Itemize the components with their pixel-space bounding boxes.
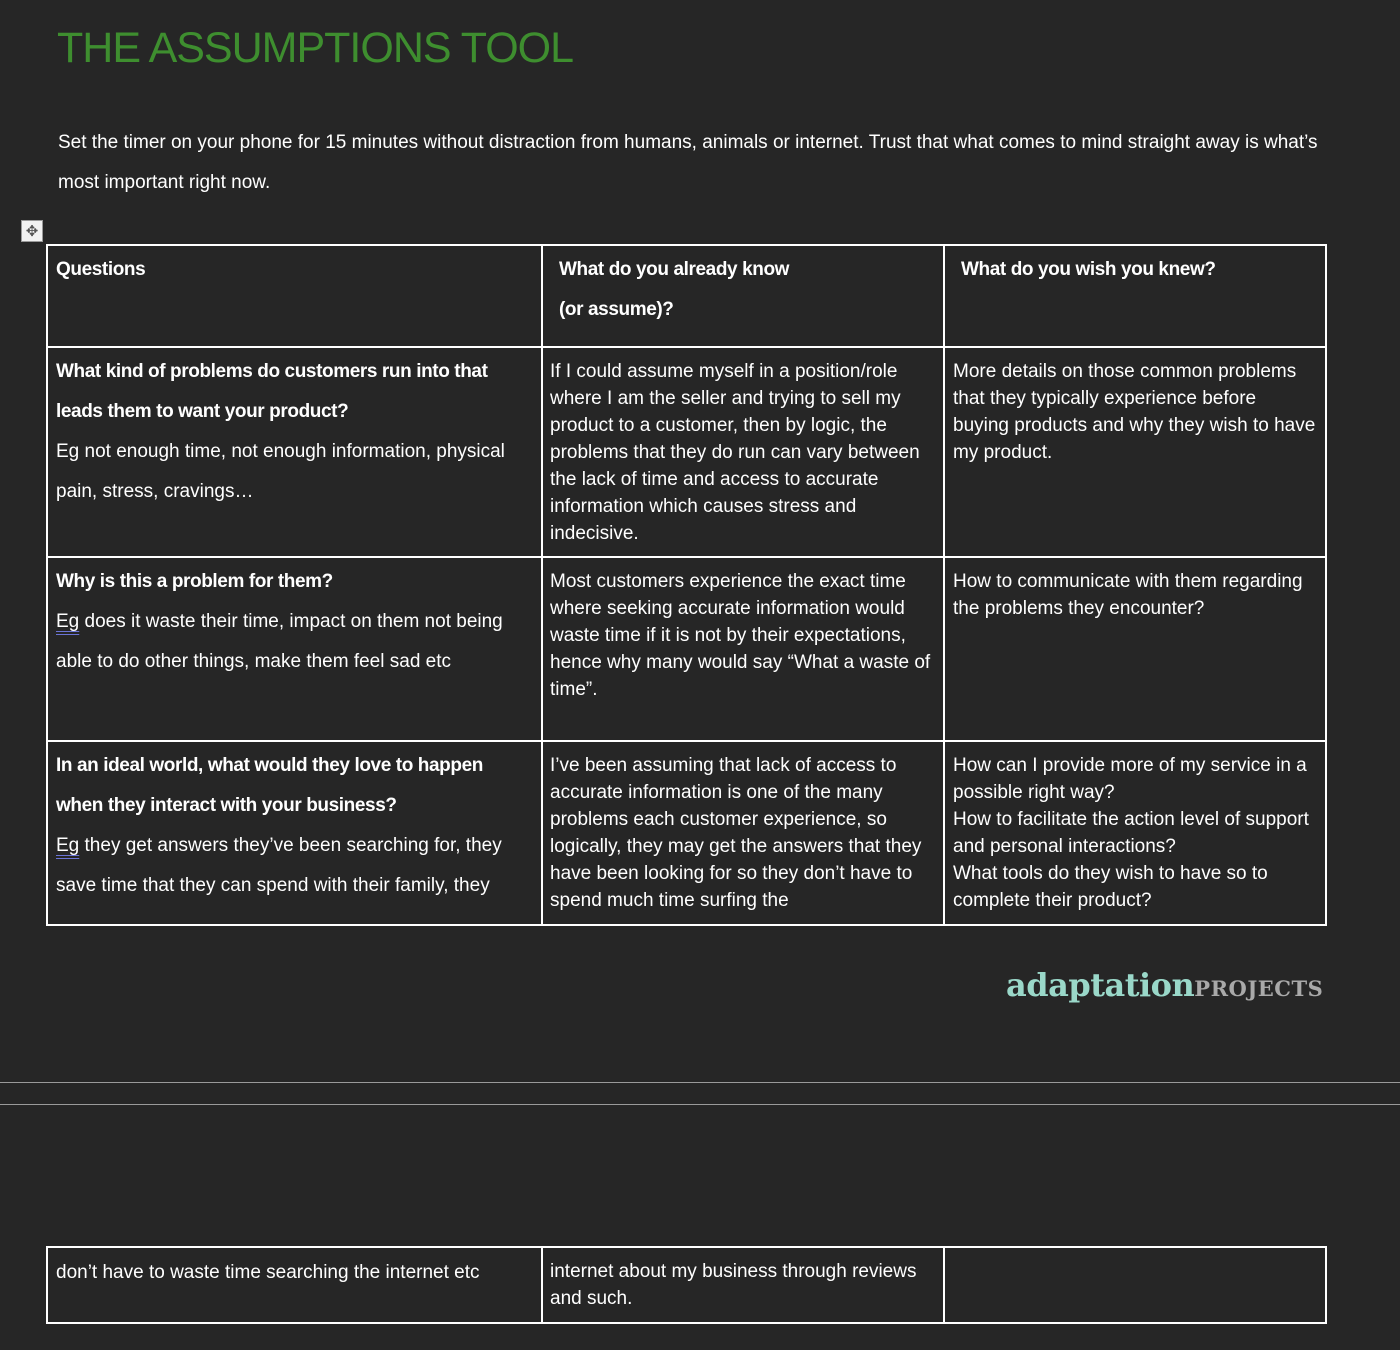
- intro-paragraph: Set the timer on your phone for 15 minutes without distraction from humans, animals or internet. Trust that what comes to mind straight away is what’s most important right now.: [58, 132, 1318, 193]
- already-know-text: internet about my business through reviews and such.: [550, 1261, 917, 1309]
- header-cell: [47, 245, 542, 347]
- already-know-cell[interactable]: [542, 347, 944, 557]
- page-break-line-bottom: [0, 1104, 1400, 1105]
- header-already-know-line1: What do you already know: [559, 259, 790, 280]
- wish-knew-text: [945, 1248, 1325, 1258]
- wish-knew-cell[interactable]: [944, 741, 1326, 925]
- move-icon: ✥: [25, 222, 39, 240]
- question-cell[interactable]: [47, 1247, 542, 1323]
- wish-knew-line: What tools do they wish to have so to complete their product?: [953, 863, 1268, 911]
- already-know-text: If I could assume myself in a position/role where I am the seller and trying to sell my product to a customer, then by logic, the problems that they do run can vary between the lack of time and access to accurate information which causes stress and indecisive.: [550, 361, 920, 544]
- wish-knew-cell[interactable]: [944, 557, 1326, 741]
- wish-knew-line: How can I provide more of my service in a possible right way?: [953, 755, 1307, 803]
- table-row: [47, 347, 1326, 557]
- already-know-cell[interactable]: [542, 741, 944, 925]
- table-row: [47, 557, 1326, 741]
- table-row: [47, 741, 1326, 925]
- adaptation-projects-logo: [1006, 966, 1323, 1004]
- page-break-line-top: [0, 1082, 1400, 1083]
- header-already-know-line2: (or assume)?: [559, 299, 674, 320]
- already-know-cell[interactable]: [542, 557, 944, 741]
- spelling-flag[interactable]: Eg: [56, 835, 80, 856]
- header-questions: Questions: [56, 259, 146, 280]
- question-title: What kind of problems do customers run into that leads them to want your product?: [56, 361, 488, 422]
- header-already-know: [543, 246, 943, 330]
- question-title: Why is this a problem for them?: [56, 571, 333, 592]
- already-know-cell[interactable]: [542, 1247, 944, 1323]
- wish-knew-text: [945, 742, 1325, 914]
- question-example: don’t have to waste time searching the internet etc: [56, 1262, 480, 1283]
- table-header-row: [47, 245, 1326, 347]
- question-example: Eg does it waste their time, impact on them not being able to do other things, make them feel sad etc: [56, 611, 503, 672]
- assumptions-table: [46, 244, 1327, 926]
- table-move-handle[interactable]: [21, 220, 43, 242]
- already-know-text: Most customers experience the exact time where seeking accurate information would waste time if it is not by their expectations, hence why many would say “What a waste of time”.: [550, 571, 931, 700]
- wish-knew-cell[interactable]: [944, 1247, 1326, 1323]
- spelling-flag[interactable]: Eg: [56, 611, 80, 632]
- question-title: In an ideal world, what would they love to happen when they interact with your business?: [56, 755, 483, 816]
- wish-knew-line: How to facilitate the action level of support and personal interactions?: [953, 809, 1309, 857]
- question-example: Eg they get answers they’ve been searching for, they save time that they can spend with their family, they: [56, 835, 502, 896]
- already-know-text: I’ve been assuming that lack of access to accurate information is one of the many problems each customer experience, so logically, they may get the answers that they have been looking for so they don’t have to spend much time surfing the: [550, 755, 922, 911]
- logo-sub-text: PROJECTS: [1194, 976, 1324, 1001]
- table-row: [47, 1247, 1326, 1323]
- document-title: THE ASSUMPTIONS TOOL: [57, 24, 574, 72]
- wish-knew-text: How to communicate with them regarding the problems they encounter?: [953, 571, 1303, 619]
- logo-main-text: adaptation: [1006, 966, 1195, 1004]
- question-example: Eg not enough time, not enough information, physical pain, stress, cravings…: [56, 441, 505, 502]
- question-cell[interactable]: [47, 557, 542, 741]
- wish-knew-text: More details on those common problems that they typically experience before buying products and why they wish to have my product.: [953, 361, 1316, 463]
- assumptions-table-continued: [46, 1246, 1327, 1324]
- header-cell: [944, 245, 1326, 347]
- header-cell: [542, 245, 944, 347]
- question-cell[interactable]: [47, 741, 542, 925]
- header-wish-knew: What do you wish you knew?: [961, 259, 1216, 280]
- question-cell[interactable]: [47, 347, 542, 557]
- wish-knew-cell[interactable]: [944, 347, 1326, 557]
